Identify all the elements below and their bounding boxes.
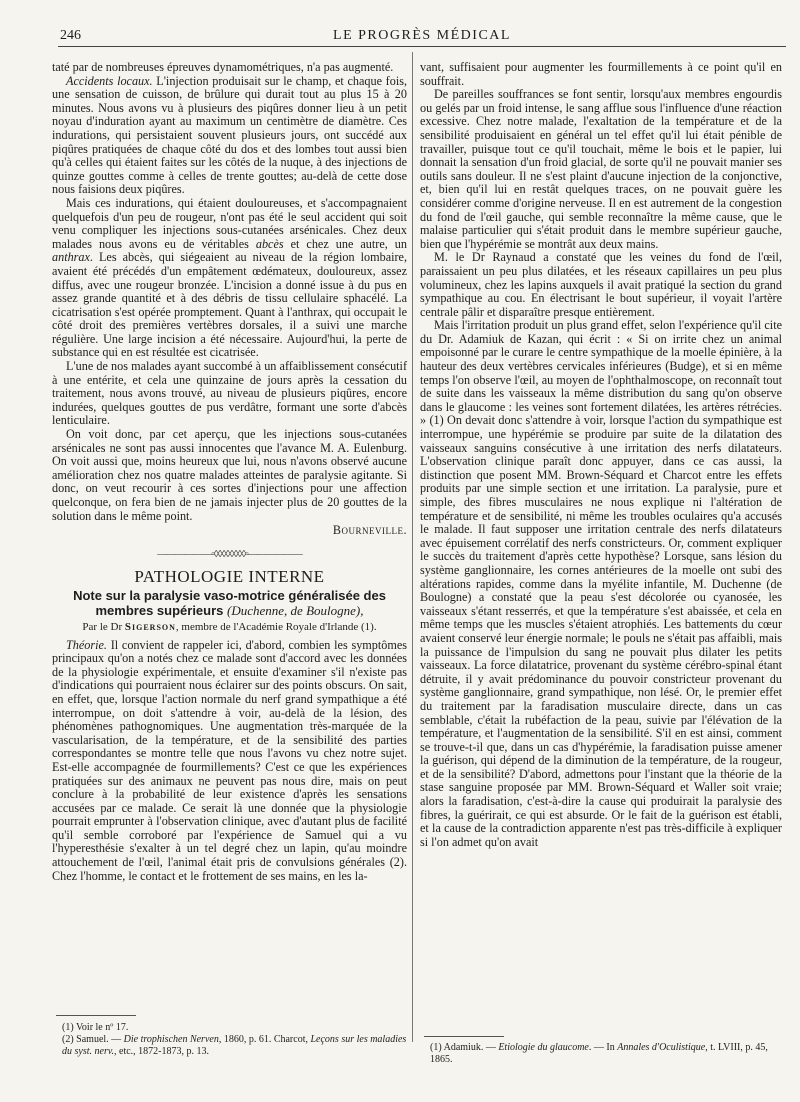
left-column <box>52 61 407 883</box>
paragraph: L'une de nos malades ayant succombé à un affaiblissement consécutif à une entérite, et cela une quinzaine de jours après la cessation du traitement, nous avons trouvé, au niveau de plusieurs piqûres, encore indurées, quelques gouttes de pus verdâtre, formant une sorte d'abcès lenticulaire. <box>52 359 407 428</box>
footnote: (1) Voir le nº 17. <box>62 1022 129 1033</box>
footnote: (2) Samuel. — Die trophischen Nerven, 1860, p. 61. Charcot, Leçons sur les maladies du syst. nerv., etc., 1872-1873, p. 13. <box>62 1034 407 1057</box>
page-number: 246 <box>60 28 81 43</box>
right-column <box>420 61 782 849</box>
paragraph-theory: Théorie. Il convient de rappeler ici, d'abord, combien les symptômes principaux qu'on a notés chez ce malade sont d'accord avec les données de la physiologie expérimentale, et ensuite d'examiner s'il n'existe pas d'indications qui pourraient nous éclairer sur des points obscurs. On sait, en effet, que, lorsque l'action normale du nerf grand sympathique a été interrompue, on doit s'attendre à voir, au-delà de la lésion, des phénomènes pathognomiques. Une augmentation très-marquée de la vascularisation, de la température, et de la sensibilité des parties correspondantes se montre telle que nous l'avons vu chez notre sujet. Est-elle accompagnée de fourmillements? C'est ce que les expériences pratiquées sur des animaux ne peuvent pas nous dire, mais on peut conclure à la probabilité de leur existence d'après les sensations accusées par ce malade. Ce serait là une donnée que la physiologie pourrait emprunter à l'observation clinique, avec d'autant plus de facilité qu'il semble corroboré par l'expérience de Samuel qui a vu l'hyperesthésie s'exalter à un tel degré chez un lapin, qu'au moindre attouchement de l'œil, l'animal était pris de convulsions générales (2). Chez l'homme, le contact et le frottement de ses mains, en les la- <box>52 637 407 883</box>
paragraph: taté par de nombreuses épreuves dynamométriques, n'a pas augmenté. <box>52 60 394 74</box>
author-name: Sigerson <box>124 620 176 633</box>
paragraph-local-accidents: Accidents locaux. L'injection produisait sur le champ, et chaque fois, une sensation de cuisson, de brûlure qui durait tout au plus 15 à 20 minutes. Nous avons vu à plusieurs des piqûres donner lieu à un petit noyau d'induration ayant au maximum un centimètre de diamètre. Ces indurations, qui persistaient souvent plusieurs jours, ont succédé aux piqûres pratiquées de chaque côté du dos et des lombes tout aussi bien qu'à celles qui étaient faites sur les côtés de la nuque, à des injections de quinze gouttes comme à celles de trente gouttes; au-delà de cette dose nous faisions deux piqûres. <box>52 73 407 197</box>
left-footnotes <box>62 1022 407 1058</box>
footnote-rule <box>56 1015 136 1016</box>
running-header <box>58 26 786 48</box>
journal-title: LE PROGRÈS MÉDICAL <box>333 28 511 43</box>
paragraph-indurations: Mais ces indurations, qui étaient douloureuses, et s'accompagnaient quelquefois d'un peu de rougeur, n'ont pas été le seul accident qui soit venu compliquer les injections sous-cutanées arsénicales. Chez deux malades nous avons eu de véritables abcès et chez une autre, un anthrax. Les abcès, qui siégeaient au niveau de la région lombaire, avaient été précédés d'un empâtement œdémateux, douloureux, assez diffus, avec une rougeur bronzée. L'incision a donné issue à du pus en assez grande quantité et à des débris de tissu cellulaire sphacélé. La cicatrisation s'est opérée promptement. Quant à l'anthrax, qui occupait le côté droit des premières vertèbres dorsales, il a suivi une marche régulière. Une large incision a été nécessaire. Aujourd'hui, la perte de substance qui en est résultée est cicatrisée. <box>52 195 407 360</box>
run-in-heading: Accidents locaux. <box>66 73 153 88</box>
header-rule <box>58 46 786 47</box>
article-subtitle: (Duchenne, de Boulogne), <box>227 602 364 618</box>
footnote: (1) Adamiuk. — Etiologie du glaucome. — In Annales d'Oculistique, t. LVIII, p. 45, 1865. <box>430 1042 768 1065</box>
right-footnotes <box>430 1042 780 1066</box>
article-title: Note sur la paralysie vaso-motrice généralisée des membres supérieurs (Duchenne, de Boulogne), <box>73 587 386 618</box>
paragraph: De pareilles souffrances se font sentir, lorsqu'aux membres engourdis ou gelés par un froid intense, le sang afflue sous l'influence d'une réaction excessive. Chez notre malade, l'exaltation de la température et de la sensibilité produisaient en général un tel effet qu'il lui était pénible de travailler, puisque tout ce qu'il touchait, même le bois et le papier, lui donnait la sensation d'un froid glacial, de sorte qu'il ne pouvait manier ses outils sans douleur. Il ne s'est plaint d'aucune injection de la conjonctive, et, bien qu'il lui en restât quelques traces, on ne pouvait guère les considérer comme d'origine nerveuse. Il en est autrement de la congestion du fond de l'œil gauche, qui semble reconnaître la même cause, que le malaise particulier qui s'était produit dans le membre supérieur gauche, bien que l'hypérémie se montrât aux deux mains. <box>420 87 782 251</box>
signature: Bourneville. <box>332 523 407 538</box>
section-title: PATHOLOGIE INTERNE <box>134 567 325 587</box>
paragraph: On voit donc, par cet aperçu, que les injections sous-cutanées arsénicales ne sont pas aussi innocentes que l'avance M. A. Eulenburg. On voit aussi que, moins heureux que lui, nous n'avons observé aucune amélioration chez nos quatre malades atteintes de paralysie agitante. Si donc, on veut recourir à ces sortes d'injections pour une affection quelconque, on fera bien de ne jamais injecter plus de 20 gouttes de la solution dans le même point. <box>52 427 407 523</box>
paragraph: Mais l'irritation produit un plus grand effet, selon l'expérience qu'il cite du Dr. Adamiuk de Kazan, qui écrit : « Si on irrite chez un animal empoisonné par le curare le centre sympathique de la moelle épinière, à la hauteur des deux vertèbres cervicales inférieures (Budge), et si en même temps l'on observe l'œil, au moyen de l'ophthalmoscope, on reconnaît tout de suite dans les vaisseaux la même distribution du sang qu'on observe dans le glaucome : les veines sont fortement dilatées, les artères rétrécies. » (1) On devait donc s'attendre à voir, lorsque l'action du sympathique est interrompue, une hypérémie se produire par suite de la dilatation des vaisseaux sanguins consécutive à une irritation des nerfs dilatateurs. L'observation clinique paraît donc appuyer, dans ce cas aussi, la distinction que posent MM. Brown-Séquard et Charcot entre les effets produits par une simple section et une irritation. La paralysie, pure et simple, des fibres musculaires ne nous explique ni l'altération de température et de sensibilité, ni même les troubles oculaires qu'a accusés le malade. Il faut supposer une irritation centrale des nerfs dilatateurs avec épuisement corrélatif des nerfs constricteurs. Or, comment expliquer le succès du traitement d'après cette hypothèse? Lorsque, sans lésion du système ganglionnaire, les cornes antérieures de la moelle ont subi des altérations rapides, comme dans la myélite infantile, M. Duchenne (de Boulogne) a constaté que la peau s'est décolorée ou cyanosée, les vaisseaux s'étant resserrés, et que la température s'est abaissée, et cela en même temps que les muscles s'étaient atrophiés. Les battements du cœur avaient conservé leur énergie normale; le pouls ne s'était pas affaibli, mais la puissance de l'impulsion du sang ne pouvait plus dilater les petits vaisseaux. La force dilatatrice, provenant du système cérébro-spinal étant détruite, il y avait prédominance du pouvoir constricteur provenant du système ganglionnaire, grand sympathique, non lésé. Or, le premier effet du traitement par la faradisation musculaire directe, dans un cas semblable, c'était la rubéfaction de la peau, suivie par l'élévation de la température, et l'augmentation de la sensibilité. S'il en est ainsi, comment se trouve-t-il que, dans un cas d'hypérémie, la faradisation puisse amener la guérison, qui dépend de la diminution de la température, de la rougeur, et de la sensibilité? D'abord, admettons pour l'instant que la théorie de la stase sanguine proposée par MM. Brown-Séquard et Waller soit vraie; alors la faradisation, c'est-à-dire la cause qui produirait la paralysie des fibres, la guérirait, ce qui est absurde. Or le fait de la guérison est établi, et la cause de la contradiction apparente n'est pas très-difficile à expliquer si l'on admet qu'on avait <box>420 318 782 849</box>
column-divider <box>412 52 413 1042</box>
footnote-rule <box>424 1036 504 1037</box>
paragraph: vant, suffisaient pour augmenter les fourmillements à ce point qu'il en souffrait. <box>420 60 782 88</box>
ornamental-divider: ——————▫◊◊◊◊◊◊◊◊▫—————— <box>157 548 302 560</box>
paragraph: M. le Dr Raynaud a constaté que les veines du fond de l'œil, paraissaient un peu plus dilatées, et les réseaux capillaires un peu plus volumineux, chez les lapins auxquels il avait pratiqué la section du grand sympathique au cou. En électrisant le bout supérieur, il voyait l'artère centrale pâlir et disparaître presque entièrement. <box>420 250 782 319</box>
author-line: Par le Dr Sigerson, membre de l'Académie Royale d'Irlande (1). <box>82 620 377 633</box>
run-in-heading: Théorie. <box>66 637 107 652</box>
